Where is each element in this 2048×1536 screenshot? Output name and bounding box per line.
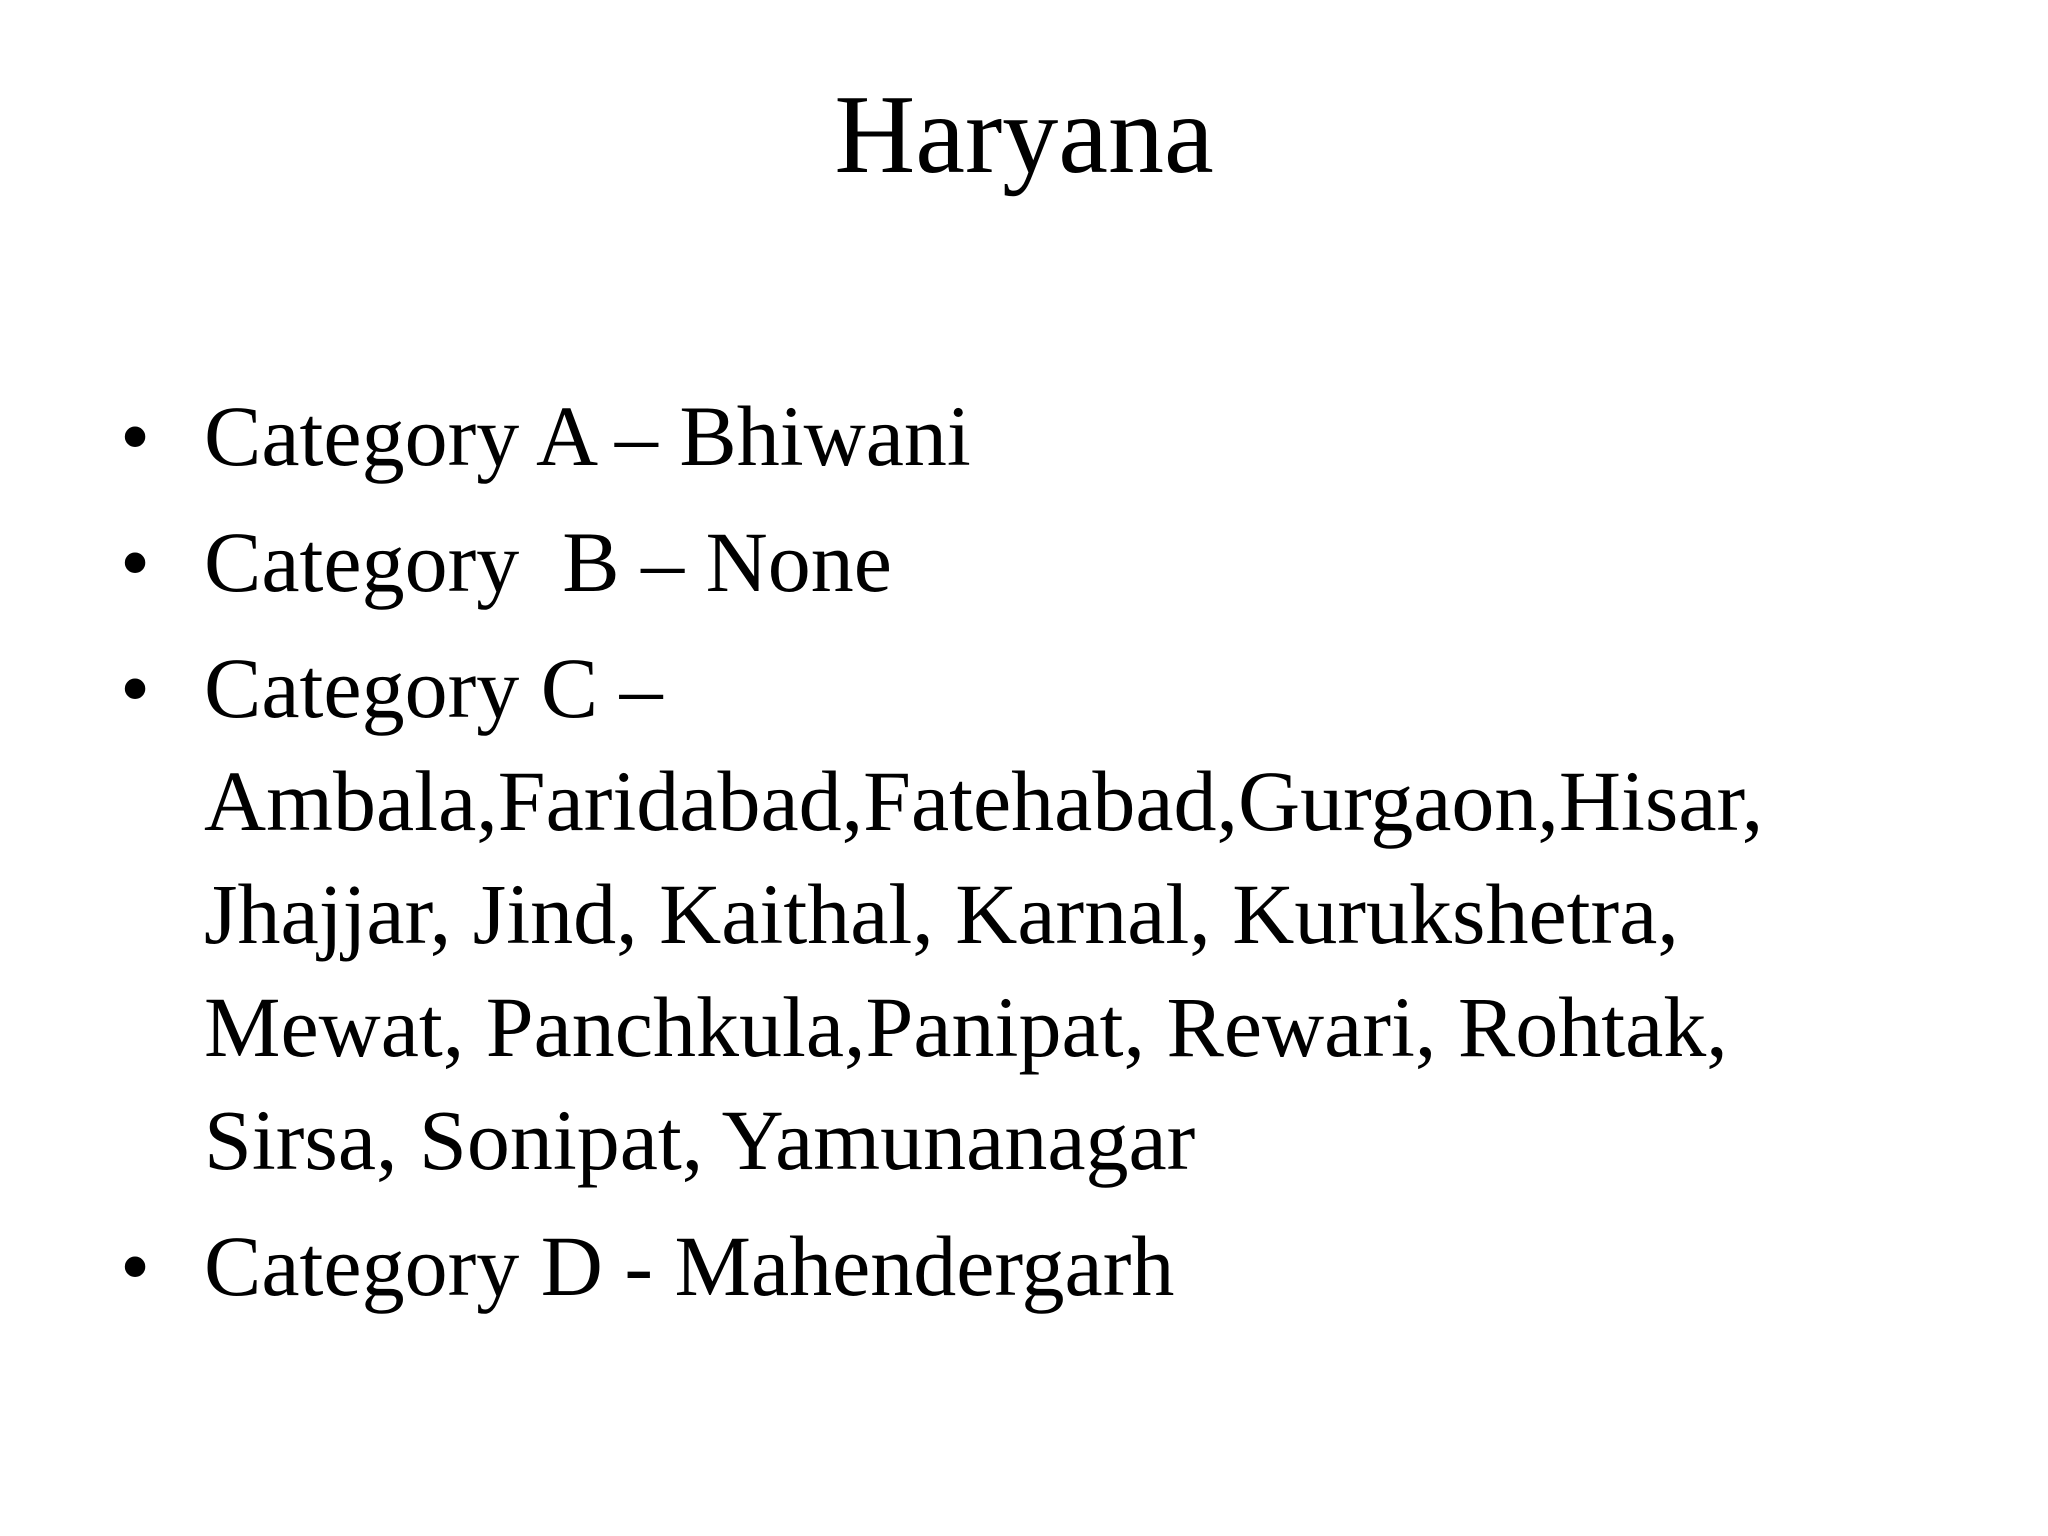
bullet-dot-icon: •: [120, 388, 151, 484]
bullet-text: Category C – Ambala,Faridabad,Fatehabad,Gurgaon,Hisar, Jhajjar, Jind, Kaithal, Karnal, Kurukshetra, Mewat, Panchkula,Panipat, Rewari, Rohtak, Sirsa, Sonipat, Yamunanagar: [204, 640, 1764, 1188]
bullet-text: Category D - Mahendergarh: [204, 1218, 1175, 1314]
bullet-dot-icon: •: [120, 514, 151, 610]
bullet-item-category-b: [120, 506, 1920, 619]
bullet-item-category-d: [120, 1210, 1920, 1323]
bullet-item-category-a: [120, 380, 1920, 493]
bullet-dot-icon: •: [120, 640, 151, 736]
bullet-item-category-c: [120, 632, 1920, 1197]
bullet-list: [120, 380, 1920, 1336]
bullet-text: Category A – Bhiwani: [204, 388, 971, 484]
bullet-dot-icon: •: [120, 1218, 151, 1314]
slide-title: Haryana: [834, 73, 1214, 197]
bullet-text: Category B – None: [204, 514, 892, 610]
